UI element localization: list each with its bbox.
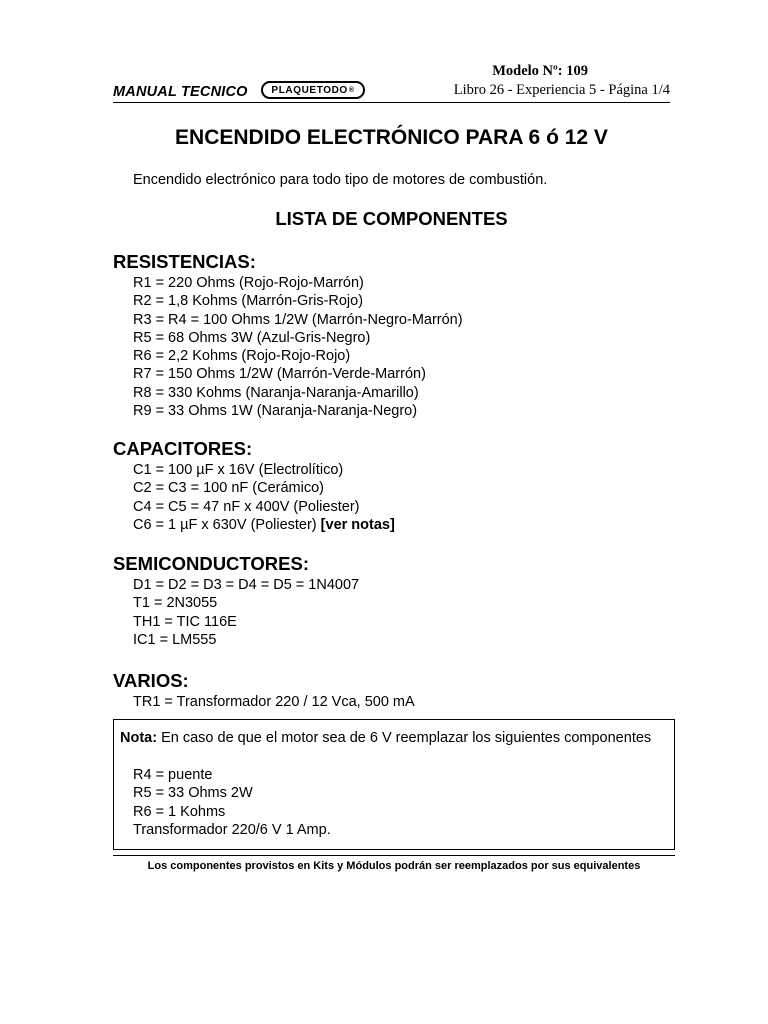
list-item: R7 = 150 Ohms 1/2W (Marrón-Verde-Marrón) (133, 366, 426, 383)
header-divider (113, 102, 670, 103)
capacitors-list (133, 461, 395, 534)
list-item: R8 = 330 Kohms (Naranja-Naranja-Amarillo) (133, 384, 419, 401)
list-item: R6 = 1 Kohms (133, 803, 226, 820)
footer-divider (113, 855, 675, 856)
components-list-title: LISTA DE COMPONENTES (275, 208, 508, 229)
list-item: T1 = 2N3055 (133, 595, 218, 612)
semiconductors-heading: SEMICONDUCTORES: (113, 553, 309, 574)
list-item: R9 = 33 Ohms 1W (Naranja-Naranja-Negro) (133, 403, 418, 420)
note-line (120, 730, 651, 746)
list-item: R1 = 220 Ohms (Rojo-Rojo-Marrón) (133, 275, 364, 291)
misc-heading: VARIOS: (113, 670, 189, 691)
book-reference: Libro 26 - Experiencia 5 - Página 1/4 (453, 82, 670, 98)
list-item: IC1 = LM555 (133, 631, 217, 648)
list-item: R2 = 1,8 Kohms (Marrón-Gris-Rojo) (133, 293, 364, 310)
list-item-text: C6 = 1 µF x 630V (Poliester) (133, 516, 317, 533)
resistors-heading: RESISTENCIAS: (113, 251, 256, 272)
plaquetodo-logo (261, 81, 365, 99)
list-item: R4 = puente (133, 767, 213, 783)
list-item: TR1 = Transformador 220 / 12 Vca, 500 mA (133, 694, 415, 710)
intro-text: Encendido electrónico para todo tipo de motores de combustión. (133, 172, 548, 188)
footer-disclaimer: Los componentes provistos en Kits y Módulos podrán ser reemplazados por sus equivalentes (147, 860, 641, 872)
document-title: ENCENDIDO ELECTRÓNICO PARA 6 ó 12 V (175, 126, 608, 149)
list-item: Transformador 220/6 V 1 Amp. (133, 821, 331, 838)
resistors-list (133, 274, 463, 420)
see-notes-reference: [ver notas] (320, 516, 395, 533)
manual-title: MANUAL TECNICO (113, 84, 248, 100)
semiconductors-list (133, 576, 359, 649)
list-item: D1 = D2 = D3 = D4 = D5 = 1N4007 (133, 577, 360, 593)
list-item: TH1 = TIC 116E (133, 613, 237, 630)
list-item: C1 = 100 µF x 16V (Electrolítico) (133, 462, 344, 478)
misc-list (133, 693, 415, 711)
capacitors-heading: CAPACITORES: (113, 438, 253, 459)
list-item: R3 = R4 = 100 Ohms 1/2W (Marrón-Negro-Marrón) (133, 311, 463, 328)
logo-text: PLAQUETODO (271, 84, 348, 96)
note-label: Nota: (120, 730, 158, 746)
note-box (113, 719, 675, 850)
list-item: C2 = C3 = 100 nF (Cerámico) (133, 480, 324, 497)
page-header (113, 60, 670, 104)
note-replacement-list (133, 766, 331, 839)
model-number: Modelo Nº: 109 (492, 63, 588, 79)
list-item: R6 = 2,2 Kohms (Rojo-Rojo-Rojo) (133, 348, 351, 365)
list-item: R5 = 68 Ohms 3W (Azul-Gris-Negro) (133, 329, 371, 346)
note-text: En caso de que el motor sea de 6 V reemplazar los siguientes componentes (161, 730, 652, 746)
list-item: R5 = 33 Ohms 2W (133, 785, 253, 802)
list-item: C4 = C5 = 47 nF x 400V (Poliester) (133, 498, 360, 515)
registered-mark: ® (348, 86, 355, 94)
list-item (133, 516, 395, 534)
